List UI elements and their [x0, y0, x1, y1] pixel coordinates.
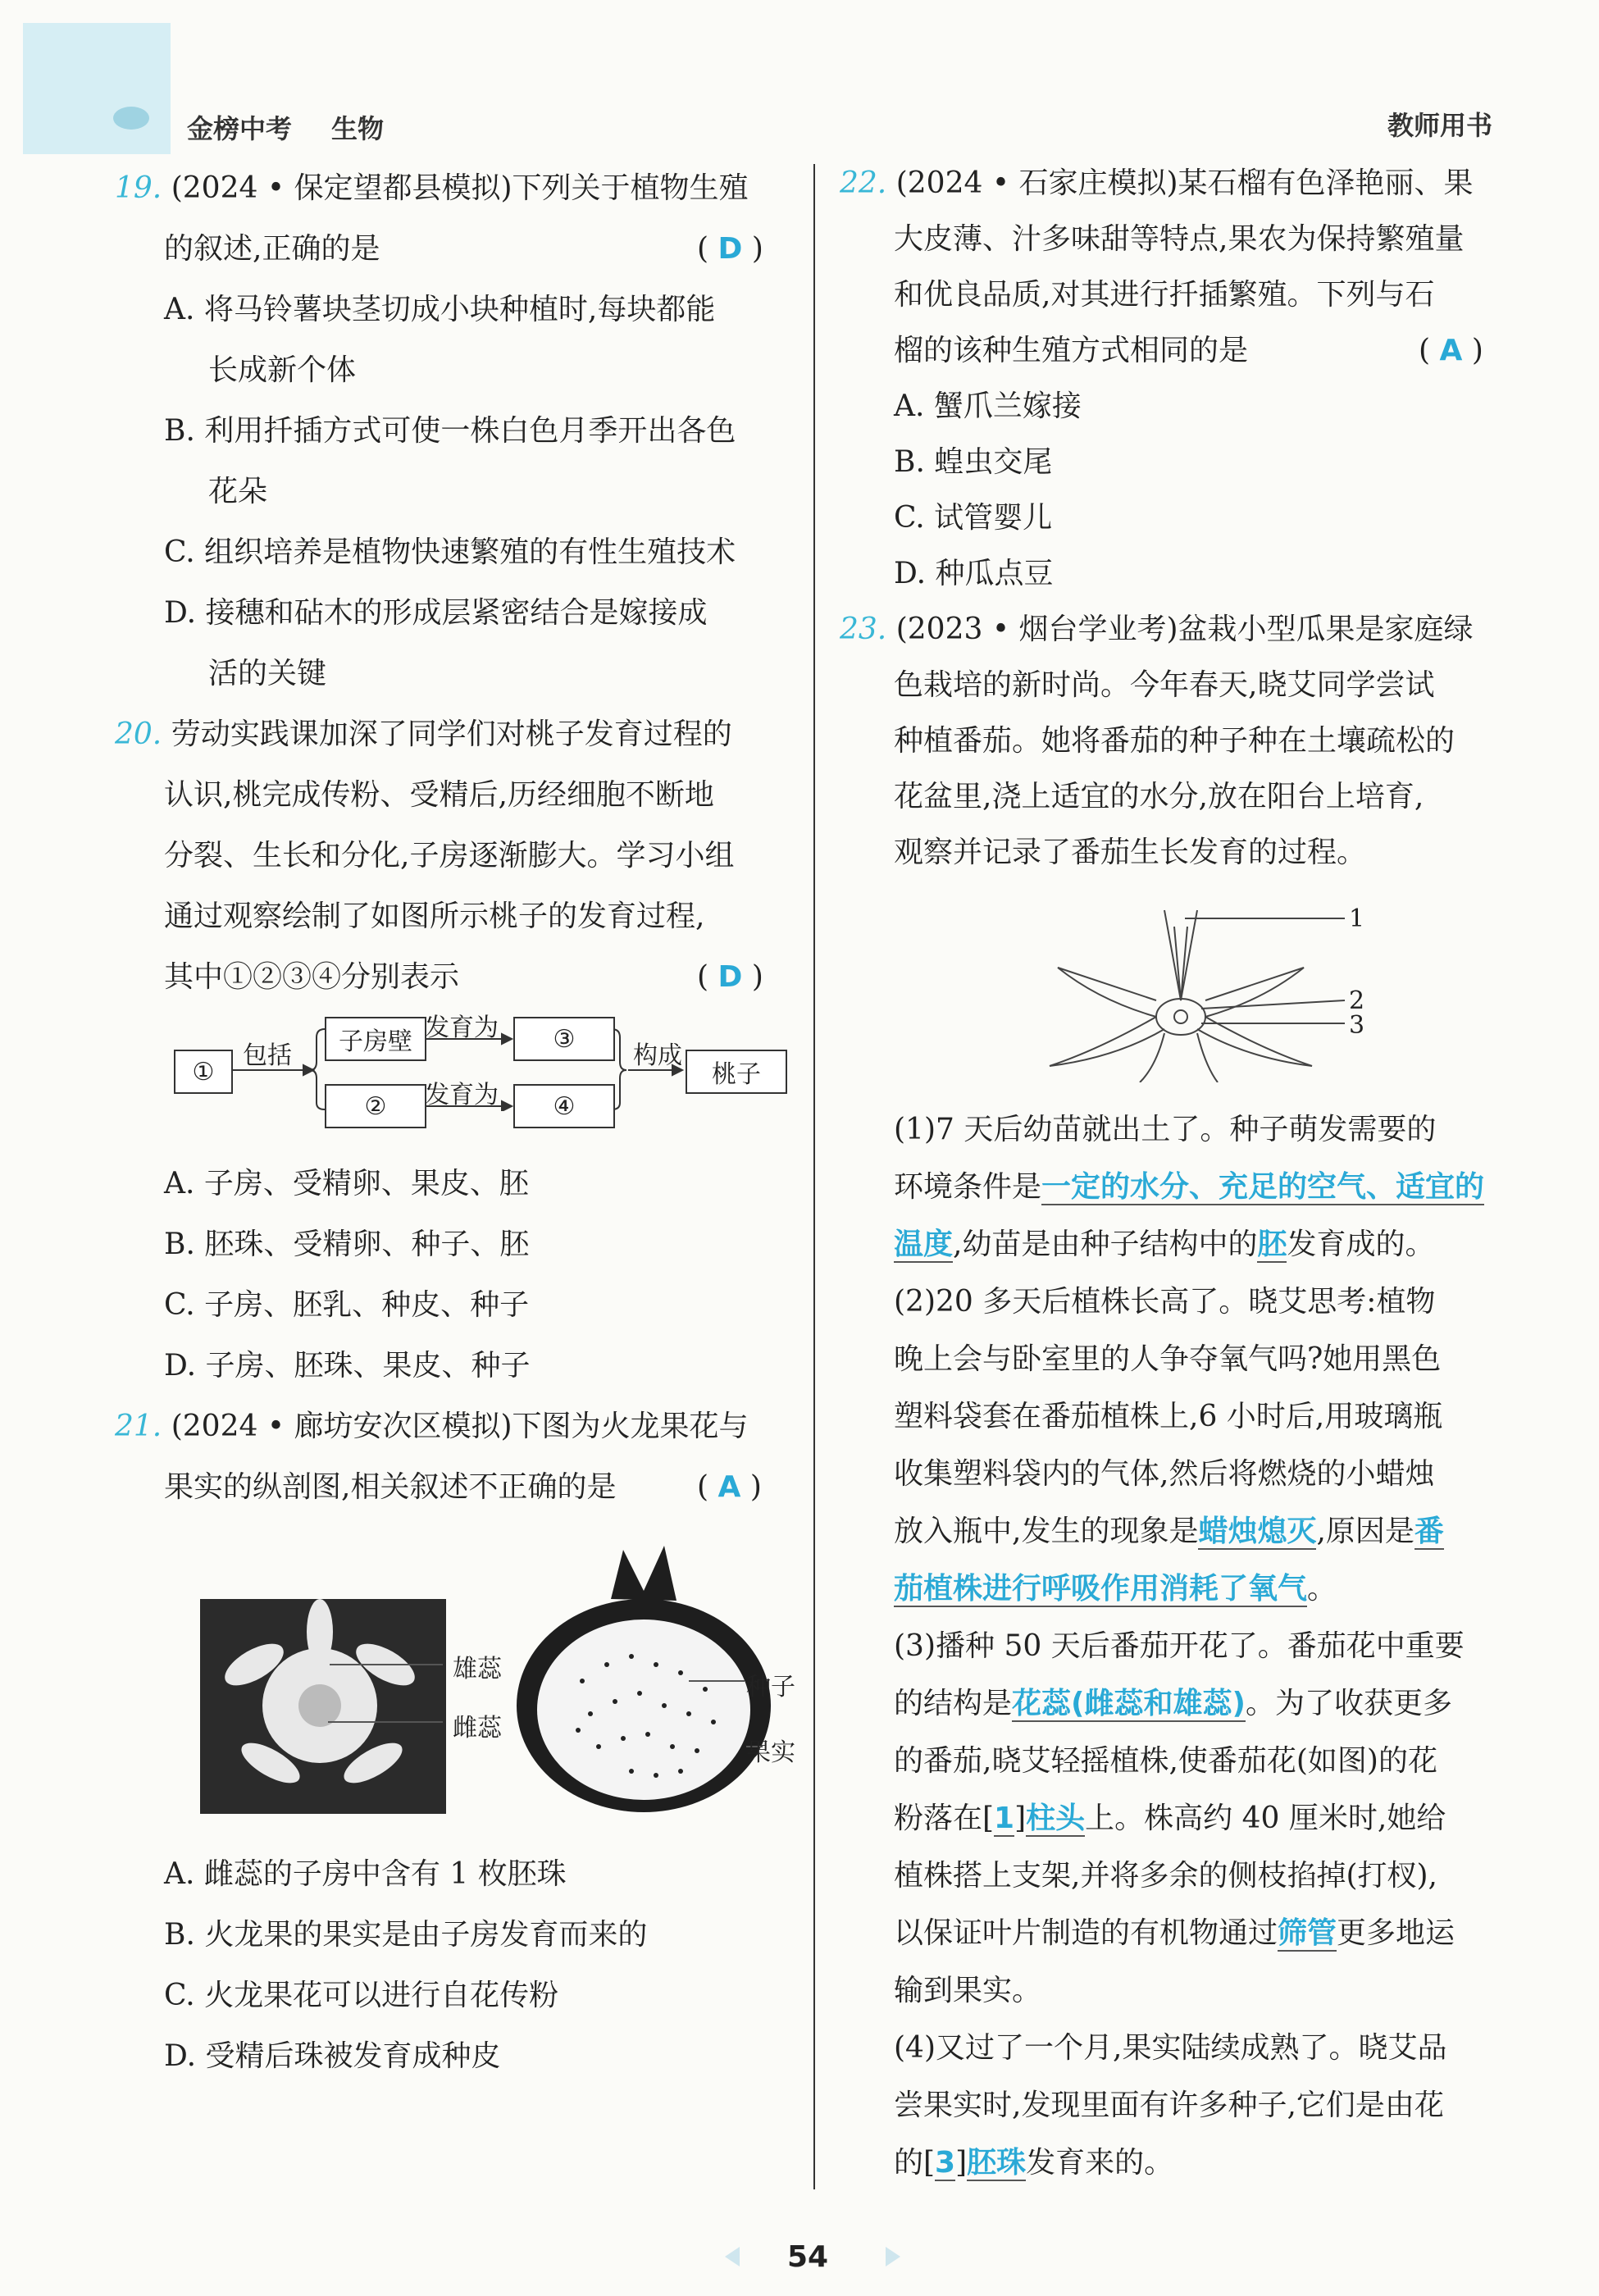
q19-option-a-1: A. 将马铃薯块茎切成小块种植时,每块都能 [164, 293, 716, 326]
q22-number: 22. [840, 166, 887, 200]
q20-line-2: 认识,桃完成传粉、受精后,历经细胞不断地 [164, 778, 714, 812]
q19-option-b-2: 花朵 [208, 475, 268, 508]
q19-stem-1: (2024 • 保定望都县模拟)下列关于植物生殖 [171, 171, 749, 205]
tomato-flower-figure [1041, 894, 1386, 1082]
q20-line-4: 通过观察绘制了如图所示桃子的发育过程, [164, 900, 705, 933]
q22-option-a: A. 蟹爪兰嫁接 [894, 390, 1082, 423]
q22-line-4: 榴的该种生殖方式相同的是 [894, 334, 1249, 367]
q22-line-3: 和优良品质,对其进行扦插繁殖。下列与石 [894, 278, 1435, 312]
q23-p3-line-5: 植株搭上支架,并将多余的侧枝掐掉(打杈), [894, 1859, 1437, 1893]
q20-line-3: 分裂、生长和分化,子房逐渐膨大。学习小组 [164, 839, 735, 872]
figure-label-3: 3 [1349, 1011, 1365, 1040]
q21-option-a: A. 雌蕊的子房中含有 1 枚胚珠 [164, 1857, 567, 1891]
header-right: 教师用书 [1387, 110, 1493, 141]
q23-p3-text-6: 以保证叶片制造的有机物通过 [894, 1916, 1278, 1950]
figure-label-2: 2 [1349, 986, 1365, 1015]
q19-stem-2: 的叙述,正确的是 [164, 232, 380, 266]
diagram-box-1: ① [174, 1050, 233, 1094]
q21-option-b: B. 火龙果的果实是由子房发育而来的 [164, 1918, 648, 1952]
diagram-box-3: ③ [513, 1017, 615, 1061]
q22-option-b: B. 蝗虫交尾 [894, 445, 1053, 479]
header-subject: 生物 [331, 113, 385, 144]
q23-p3-line-1: (3)播种 50 天后番茄开花了。番茄花中重要 [894, 1629, 1465, 1663]
q23-p2-line-2: 晚上会与卧室里的人争夺氧气吗?她用黑色 [894, 1342, 1442, 1376]
q19-answer: D [718, 232, 743, 266]
q22-option-d: D. 种瓜点豆 [894, 557, 1054, 590]
q23-p3-answer-stigma: 柱头 [1026, 1802, 1086, 1835]
q22-line-2: 大皮薄、汁多味甜等特点,果农为保持繁殖量 [894, 222, 1465, 256]
q23-p3-answer-sieve-tube: 筛管 [1278, 1916, 1337, 1950]
figure-label-stamen: 雄蕊 [453, 1655, 502, 1683]
figure-label-fruit: 果实 [746, 1738, 795, 1767]
q23-line-2: 色栽培的新时尚。今年春天,晓艾同学尝试 [894, 668, 1435, 702]
q22-answer: A [1439, 334, 1463, 367]
q19-option-d-2: 活的关键 [208, 657, 327, 690]
q19-number: 19. [115, 171, 162, 205]
q20-answer: D [718, 960, 743, 994]
q23-line-3: 种植番茄。她将番茄的种子种在土壤疏松的 [894, 724, 1456, 758]
diagram-box-4: ④ [513, 1084, 615, 1128]
q23-p3-answer-number: 1 [994, 1802, 1015, 1835]
figure-label-pistil: 雌蕊 [453, 1714, 502, 1742]
q20-option-c: C. 子房、胚乳、种皮、种子 [164, 1288, 530, 1322]
q19-option-d-1: D. 接穗和砧木的形成层紧密结合是嫁接成 [164, 596, 708, 630]
q23-p2-text: 放入瓶中,发生的现象是 [894, 1515, 1199, 1548]
q21-option-c: C. 火龙果花可以进行自花传粉 [164, 1979, 559, 2012]
q23-p4-text: 的[ [894, 2146, 936, 2180]
q20-number: 20. [115, 718, 162, 751]
diagram-label-include: 包括 [243, 1041, 292, 1070]
diagram-label-develop-1: 发育为 [425, 1014, 499, 1042]
q23-p2-line-3: 塑料袋套在番茄植株上,6 小时后,用玻璃瓶 [894, 1400, 1443, 1433]
q23-p4-answer-number: 3 [935, 2146, 956, 2180]
brand-logo-icon [113, 107, 149, 130]
q19-option-c: C. 组织培养是植物快速繁殖的有性生殖技术 [164, 535, 736, 569]
column-divider [813, 164, 815, 2189]
q21-line-2: 果实的纵剖图,相关叙述不正确的是 [164, 1470, 617, 1504]
q22-option-c: C. 试管婴儿 [894, 501, 1053, 535]
q20-line-1: 劳动实践课加深了同学们对桃子发育过程的 [171, 718, 732, 751]
q23-p4-answer-ovule: 胚珠 [967, 2146, 1027, 2180]
q23-p4-text-3: 发育来的。 [1026, 2146, 1174, 2180]
q20-option-d: D. 子房、胚珠、果皮、种子 [164, 1349, 531, 1383]
q21-line-1: (2024 • 廊坊安次区模拟)下图为火龙果花与 [171, 1410, 749, 1443]
q23-p3-text-4: ] [1014, 1802, 1027, 1835]
diagram-label-develop-2: 发育为 [425, 1081, 499, 1109]
q23-p3-text-3: 粉落在[ [894, 1802, 995, 1835]
q23-p1-text-2: ,幼苗是由种子结构中的 [953, 1228, 1258, 1261]
diagram-box-2: ② [325, 1084, 426, 1128]
q23-p2-text-2: ,原因是 [1316, 1515, 1414, 1548]
page-number: 54 [787, 2240, 829, 2274]
q21-option-d: D. 受精后珠被发育成种皮 [164, 2039, 501, 2073]
q20-option-a: A. 子房、受精卵、果皮、胚 [164, 1167, 529, 1200]
q20-option-b: B. 胚珠、受精卵、种子、胚 [164, 1228, 530, 1261]
q23-p1-answer-embryo: 胚 [1257, 1228, 1287, 1261]
q23-p3-line-7: 输到果实。 [894, 1974, 1042, 2007]
q23-p3-text: 的结构是 [894, 1687, 1013, 1720]
q23-p2-line-4: 收集塑料袋内的气体,然后将燃烧的小蜡烛 [894, 1457, 1435, 1491]
q23-p3-text-2: 。为了收获更多 [1245, 1687, 1452, 1720]
q23-p1-text-3: 发育成的。 [1287, 1228, 1435, 1261]
q23-number: 23. [840, 613, 887, 646]
q23-p1-answer-conditions-end: 温度 [894, 1228, 954, 1261]
q23-p3-answer-structure: 花蕊(雌蕊和雄蕊) [1012, 1687, 1246, 1720]
q23-p4-line-1: (4)又过了一个月,果实陆续成熟了。晓艾品 [894, 2031, 1447, 2065]
q23-p3-line-3: 的番茄,晓艾轻摇植株,使番茄花(如图)的花 [894, 1744, 1437, 1778]
q22-line-1: (2024 • 石家庄模拟)某石榴有色泽艳丽、果 [895, 166, 1474, 200]
q23-p4-line-2: 尝果实时,发现里面有许多种子,它们是由花 [894, 2089, 1444, 2122]
figure-label-1: 1 [1349, 904, 1365, 933]
page-next-arrow-icon [886, 2247, 900, 2266]
q23-p1-line-1: (1)7 天后幼苗就出土了。种子萌发需要的 [894, 1113, 1437, 1146]
q21-answer: A [718, 1470, 741, 1504]
q23-line-4: 花盆里,浇上适宜的水分,放在阳台上培育, [894, 780, 1424, 813]
q23-p2-answer-reason-start: 番 [1414, 1515, 1444, 1548]
page-prev-arrow-icon [725, 2247, 740, 2266]
q23-line-5: 观察并记录了番茄生长发育的过程。 [894, 836, 1367, 869]
q21-number: 21. [115, 1410, 162, 1443]
q19-option-b-1: B. 利用扦插方式可使一株白色月季开出各色 [164, 414, 736, 448]
q23-p3-text-7: 更多地运 [1337, 1916, 1456, 1950]
diagram-label-form: 构成 [633, 1041, 682, 1070]
q23-p2-answer-reason: 茄植株进行呼吸作用消耗了氧气 [894, 1572, 1308, 1606]
diagram-box-ovary-wall: 子房壁 [325, 1017, 426, 1061]
diagram-box-peach: 桃子 [686, 1050, 787, 1094]
header-corner-block [23, 23, 171, 154]
header-brand: 金榜中考 [187, 113, 293, 144]
q23-p2-line-1: (2)20 多天后植株长高了。晓艾思考:植物 [894, 1285, 1436, 1319]
q23-p3-text-5: 上。株高约 40 厘米时,她给 [1085, 1802, 1446, 1835]
q23-p2-text-3: 。 [1307, 1572, 1337, 1606]
q23-p1-answer-conditions: 一定的水分、充足的空气、适宜的 [1041, 1170, 1485, 1204]
q19-option-a-2: 长成新个体 [208, 353, 357, 387]
figure-label-seed: 种子 [746, 1673, 795, 1702]
q23-line-1: (2023 • 烟台学业考)盆栽小型瓜果是家庭绿 [895, 613, 1474, 646]
q23-p2-answer-phenomenon: 蜡烛熄灭 [1198, 1515, 1317, 1548]
q23-p4-text-2: ] [955, 2146, 968, 2180]
q23-p1-text: 环境条件是 [894, 1170, 1042, 1204]
q20-line-5: 其中①②③④分别表示 [164, 960, 460, 994]
